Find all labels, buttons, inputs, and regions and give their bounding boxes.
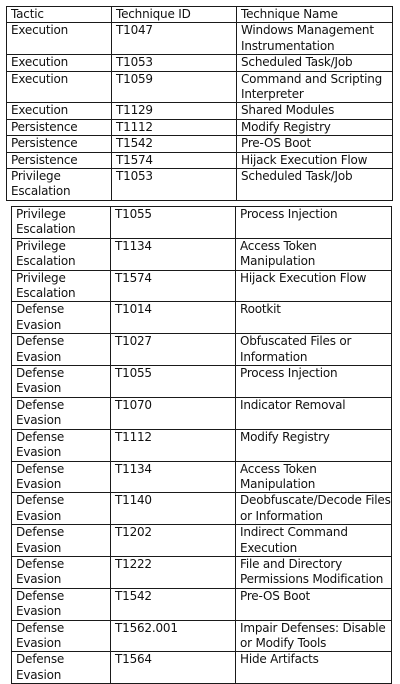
tactic-cell: Defense Evasion	[12, 302, 111, 334]
table-row	[7, 136, 393, 152]
tactic-cell: Defense Evasion	[12, 429, 111, 461]
technique-id-cell: T1134	[111, 461, 236, 493]
table-header-row	[7, 7, 393, 23]
attack-technique-table-top	[6, 6, 393, 201]
technique-name-cell: Deobfuscate/Decode Files or Information	[236, 493, 392, 525]
tactic-cell: Execution	[7, 71, 112, 103]
technique-name-cell: Scheduled Task/Job	[237, 55, 393, 71]
table-row	[7, 119, 393, 135]
tactic-cell: Defense Evasion	[12, 652, 111, 684]
technique-id-cell: T1562.001	[111, 620, 236, 652]
tactic-cell: Defense Evasion	[12, 556, 111, 588]
table-body-top	[7, 23, 393, 200]
table-row	[12, 525, 392, 557]
tactic-cell: Defense Evasion	[12, 493, 111, 525]
technique-id-cell: T1574	[112, 152, 237, 168]
table-row	[7, 55, 393, 71]
technique-name-cell: Obfuscated Files or Information	[236, 334, 392, 366]
table-row	[12, 334, 392, 366]
tactic-cell: Defense Evasion	[12, 620, 111, 652]
tactic-cell: Persistence	[7, 136, 112, 152]
technique-name-cell: Scheduled Task/Job	[237, 169, 393, 201]
tactic-cell: Execution	[7, 103, 112, 119]
technique-name-cell: Shared Modules	[237, 103, 393, 119]
table-row	[12, 620, 392, 652]
table-row	[12, 493, 392, 525]
technique-name-cell: Impair Defenses: Disable or Modify Tools	[236, 620, 392, 652]
technique-name-cell: Modify Registry	[236, 429, 392, 461]
table-row	[12, 207, 392, 239]
technique-name-cell: Modify Registry	[237, 119, 393, 135]
technique-name-cell: Pre-OS Boot	[237, 136, 393, 152]
technique-name-cell: Command and Scripting Interpreter	[237, 71, 393, 103]
technique-name-cell: Hijack Execution Flow	[237, 152, 393, 168]
tactic-cell: Persistence	[7, 119, 112, 135]
technique-name-cell: Indicator Removal	[236, 397, 392, 429]
table-row	[7, 71, 393, 103]
technique-name-cell: Indirect Command Execution	[236, 525, 392, 557]
tactic-cell: Defense Evasion	[12, 366, 111, 398]
technique-name-cell: Hide Artifacts	[236, 652, 392, 684]
technique-id-cell: T1542	[111, 588, 236, 620]
technique-id-cell: T1053	[112, 169, 237, 201]
technique-id-cell: T1055	[111, 366, 236, 398]
tactic-cell: Defense Evasion	[12, 334, 111, 366]
technique-id-cell: T1222	[111, 556, 236, 588]
tactic-cell: Privilege Escalation	[7, 169, 112, 201]
attack-technique-table-bottom	[11, 206, 392, 684]
table-row	[12, 652, 392, 684]
tactic-cell: Privilege Escalation	[12, 270, 111, 302]
technique-name-cell: Hijack Execution Flow	[236, 270, 392, 302]
tactic-cell: Execution	[7, 23, 112, 55]
technique-id-cell: T1129	[112, 103, 237, 119]
table-row	[12, 588, 392, 620]
header-technique-id: Technique ID	[112, 7, 237, 23]
table-row	[12, 429, 392, 461]
tactic-cell: Privilege Escalation	[12, 207, 111, 239]
technique-id-cell: T1542	[112, 136, 237, 152]
tactic-cell: Defense Evasion	[12, 397, 111, 429]
technique-id-cell: T1564	[111, 652, 236, 684]
technique-name-cell: Access Token Manipulation	[236, 461, 392, 493]
tactic-cell: Privilege Escalation	[12, 238, 111, 270]
technique-id-cell: T1574	[111, 270, 236, 302]
technique-id-cell: T1112	[112, 119, 237, 135]
technique-id-cell: T1202	[111, 525, 236, 557]
technique-name-cell: Process Injection	[236, 366, 392, 398]
technique-id-cell: T1014	[111, 302, 236, 334]
table-row	[12, 238, 392, 270]
technique-id-cell: T1070	[111, 397, 236, 429]
technique-id-cell: T1134	[111, 238, 236, 270]
table-row	[12, 270, 392, 302]
table-body-bottom	[12, 207, 392, 684]
table-row	[7, 23, 393, 55]
tactic-cell: Execution	[7, 55, 112, 71]
technique-name-cell: Rootkit	[236, 302, 392, 334]
technique-id-cell: T1027	[111, 334, 236, 366]
technique-name-cell: Process Injection	[236, 207, 392, 239]
technique-name-cell: Access Token Manipulation	[236, 238, 392, 270]
header-tactic: Tactic	[7, 7, 112, 23]
technique-name-cell: Windows Management Instrumentation	[237, 23, 393, 55]
tactic-cell: Persistence	[7, 152, 112, 168]
technique-name-cell: File and Directory Permissions Modification	[236, 556, 392, 588]
header-technique-name: Technique Name	[237, 7, 393, 23]
table-row	[12, 461, 392, 493]
technique-id-cell: T1047	[112, 23, 237, 55]
technique-id-cell: T1112	[111, 429, 236, 461]
tactic-cell: Defense Evasion	[12, 588, 111, 620]
table-row	[7, 152, 393, 168]
tactic-cell: Defense Evasion	[12, 525, 111, 557]
table-row	[7, 169, 393, 201]
technique-id-cell: T1053	[112, 55, 237, 71]
technique-id-cell: T1059	[112, 71, 237, 103]
tactic-cell: Defense Evasion	[12, 461, 111, 493]
technique-name-cell: Pre-OS Boot	[236, 588, 392, 620]
technique-id-cell: T1140	[111, 493, 236, 525]
table-row	[12, 397, 392, 429]
technique-id-cell: T1055	[111, 207, 236, 239]
table-row	[12, 556, 392, 588]
table-row	[7, 103, 393, 119]
table-row	[12, 302, 392, 334]
table-row	[12, 366, 392, 398]
